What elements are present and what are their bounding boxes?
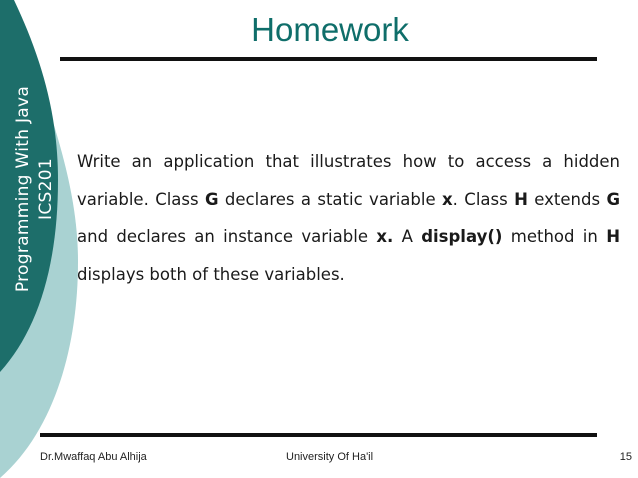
body-text-segment: displays both of these variables.	[77, 264, 345, 284]
body-text-bold: H	[606, 227, 620, 246]
body-text-segment: . Class	[452, 189, 515, 209]
body-text-segment: method in	[502, 227, 607, 246]
footer-author: Dr.Mwaffaq Abu Alhija	[40, 451, 147, 463]
sidebar-course-title: Programming With Java	[13, 85, 33, 293]
body-text-segment: A	[393, 227, 422, 246]
slide-title: Homework	[251, 11, 409, 48]
footer-page-number: 15	[619, 451, 632, 463]
body-text-segment: Write an application that illustrates how to access a hidden variable. Class	[77, 152, 620, 209]
body-text-bold: H	[514, 189, 528, 209]
sidebar-text	[0, 0, 60, 300]
body-text-bold: display()	[421, 227, 503, 246]
body-text-bold: x.	[376, 227, 394, 246]
slide-body	[77, 143, 620, 293]
body-text-segment: and declares an instance variable	[77, 227, 377, 246]
body-text-bold: G	[606, 189, 621, 209]
body-text-segment: extends	[527, 189, 607, 209]
footer-university: University Of Ha'il	[286, 451, 374, 463]
body-text-segment: declares a static variable	[218, 189, 443, 209]
top-divider	[60, 57, 597, 61]
body-text-bold: G	[205, 189, 219, 209]
sidebar-course-code: ICS201	[36, 158, 56, 220]
body-text-bold: x	[442, 189, 453, 209]
bottom-divider	[40, 433, 597, 437]
